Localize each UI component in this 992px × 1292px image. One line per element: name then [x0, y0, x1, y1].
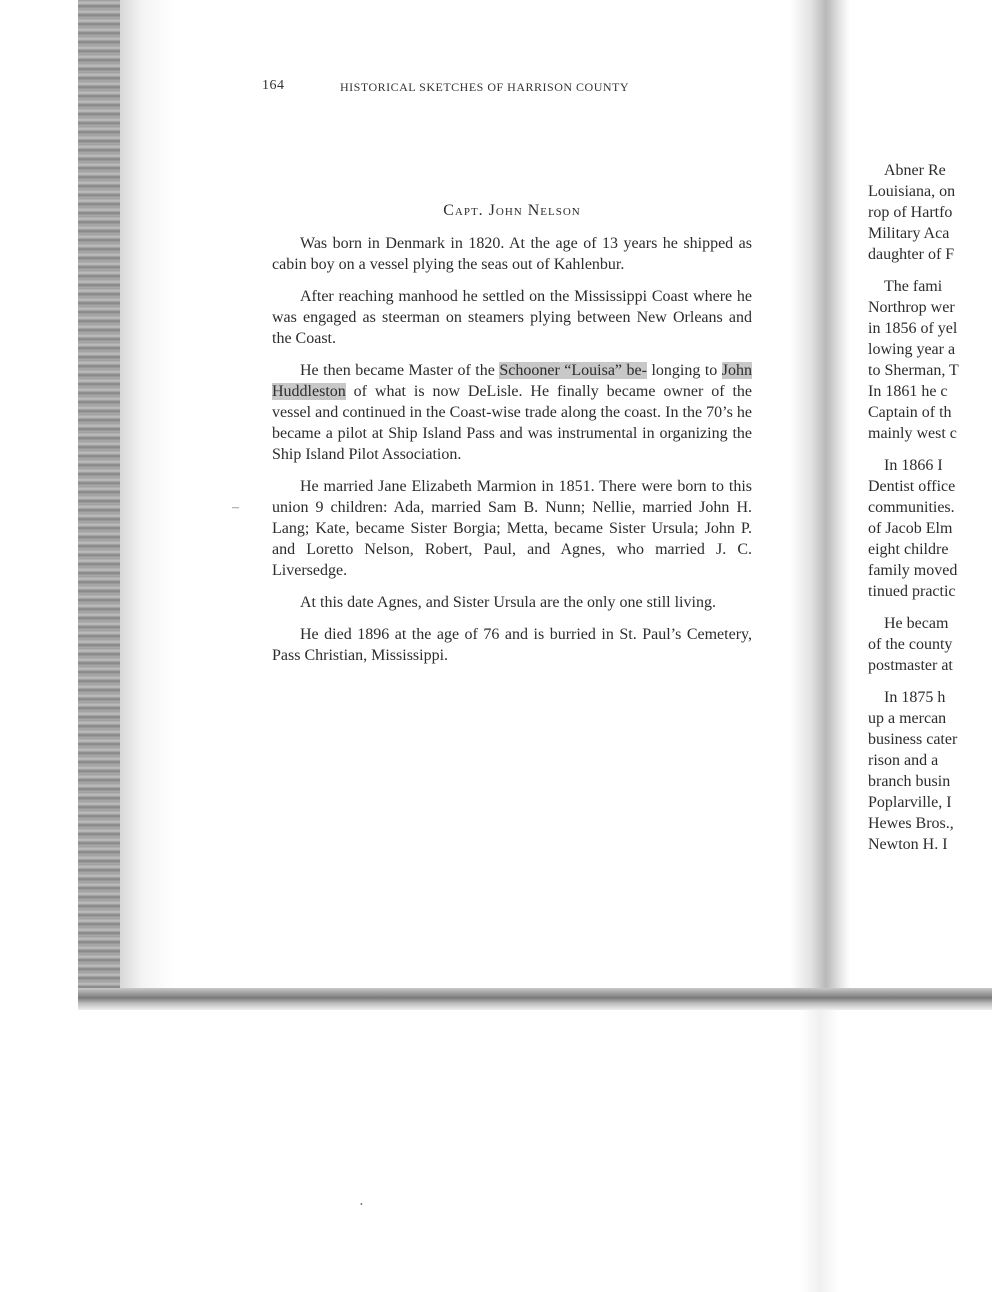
- scan-speck: •: [360, 1200, 363, 1209]
- book-gutter-shadow: [790, 0, 850, 1010]
- article: [272, 200, 752, 677]
- paragraph-marriage: He married Jane Elizabeth Marmion in 1851. There were born to this union 9 children: Ada, married Sam B. Nunn; Nellie, married John H. Lang; Kate, became Sister Borgia; Metta, became Sister Ursula; John P. and Loretto Nelson, Robert, Paul, and Agnes, who married J. C. Liversedge.: [272, 478, 752, 579]
- facing-line: Captain of th: [868, 404, 952, 421]
- facing-line: of the county: [868, 636, 953, 653]
- facing-line: Poplarville, I: [868, 794, 952, 811]
- paragraph-schooner-start: He then became Master of the: [300, 362, 500, 379]
- facing-line: tinued practic: [868, 583, 956, 600]
- facing-line: branch busin: [868, 773, 951, 790]
- paragraph-living: At this date Agnes, and Sister Ursula are the only one still living.: [300, 594, 716, 611]
- facing-line: eight childre: [868, 541, 949, 558]
- paragraph-schooner-middle: longing to: [651, 362, 722, 379]
- paragraph-death: He died 1896 at the age of 76 and is burried in St. Paul’s Cemetery, Pass Christian, Mississippi.: [272, 626, 752, 664]
- facing-line: daughter of F: [868, 246, 955, 263]
- article-title: Capt. John Nelson: [443, 202, 581, 219]
- facing-paragraph: [868, 687, 992, 855]
- facing-line: family moved: [868, 562, 958, 579]
- facing-line: Northrop wer: [868, 299, 955, 316]
- facing-paragraph: [868, 455, 992, 602]
- facing-paragraph: [868, 276, 992, 444]
- facing-line: postmaster at: [868, 657, 953, 674]
- facing-line: rison and a: [868, 752, 939, 769]
- facing-line: In 1861 he c: [868, 383, 948, 400]
- scan-mark: –: [232, 500, 239, 515]
- facing-line: mainly west c: [868, 425, 957, 442]
- facing-line: Hewes Bros.,: [868, 815, 954, 832]
- facing-line: of Jacob Elm: [868, 520, 953, 537]
- paragraph-birth: Was born in Denmark in 1820. At the age of 13 years he shipped as cabin boy on a vessel plying the seas out of Kahlenbur.: [272, 235, 752, 273]
- facing-line: up a mercan: [868, 710, 947, 727]
- facing-line: to Sherman, T: [868, 362, 959, 379]
- facing-line: in 1856 of yel: [868, 320, 958, 337]
- facing-line: Military Aca: [868, 225, 950, 242]
- facing-line: Dentist office: [868, 478, 956, 495]
- facing-line: In 1866 I: [884, 457, 943, 474]
- facing-line: Newton H. I: [868, 836, 948, 853]
- facing-line: Abner Re: [884, 162, 946, 179]
- facing-line: rop of Hartfo: [868, 204, 953, 221]
- page-bottom-edge: [78, 988, 992, 1010]
- facing-page-fragment: [868, 160, 992, 866]
- page-number: 164: [262, 78, 285, 93]
- running-head-title: HISTORICAL SKETCHES OF HARRISON COUNTY: [340, 80, 630, 94]
- highlight-huddleston: John Huddleston: [272, 362, 753, 400]
- facing-line: communities.: [868, 499, 955, 516]
- page-edge-shading: [120, 0, 175, 1000]
- facing-line: business cater: [868, 731, 958, 748]
- paragraph-coast: After reaching manhood he settled on the Mississippi Coast where he was engaged as steerman on steamers plying between New Orleans and the Coast.: [272, 288, 752, 347]
- facing-line: lowing year a: [868, 341, 956, 358]
- highlight-schooner: Schooner “Louisa” be-: [499, 362, 647, 379]
- facing-paragraph: [868, 613, 992, 676]
- paragraph-schooner-end: of what is now DeLisle. He finally became owner of the vessel and continued in the Coast-wise trade along the coast. In the 70’s he became a pilot at Ship Island Pass and was instrumental in organizing the Ship Island Pilot Association.: [272, 383, 752, 463]
- book-binding-shadow: [78, 0, 120, 1000]
- facing-line: The fami: [884, 278, 943, 295]
- facing-line: Louisiana, on: [868, 183, 956, 200]
- gutter-shadow-lower: [800, 1010, 840, 1292]
- paragraph-schooner: [272, 360, 752, 465]
- facing-line: He becam: [884, 615, 949, 632]
- facing-line: In 1875 h: [884, 689, 946, 706]
- facing-paragraph: [868, 160, 992, 265]
